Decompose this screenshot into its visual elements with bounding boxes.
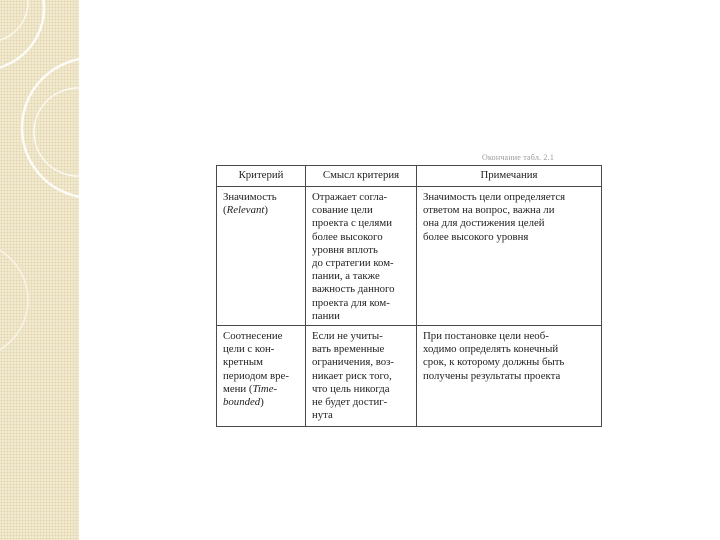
- meaning-line: более высокого: [312, 230, 383, 243]
- meaning-line: никает риск того,: [312, 369, 392, 382]
- criterion-line-english: bounded): [223, 396, 264, 409]
- column-header-criterion: Критерий: [217, 166, 306, 187]
- meaning-line: Отражает согла-: [312, 191, 388, 203]
- meaning-line: вать временные: [312, 343, 385, 356]
- criterion-line-english: мени (Time-: [223, 382, 278, 395]
- criterion-line-english: (Relevant): [223, 204, 268, 217]
- criterion-cell: [217, 326, 306, 427]
- notes-line: она для достижения целей: [423, 217, 545, 230]
- column-header-notes: Примечания: [417, 166, 602, 187]
- criterion-line: Значимость: [223, 191, 277, 203]
- notes-cell: [417, 326, 602, 427]
- table-row-time-bounded: [217, 326, 602, 427]
- meaning-line: нута: [312, 409, 333, 422]
- notes-line: получены результаты проекта: [423, 369, 561, 382]
- criteria-table: [216, 165, 602, 427]
- meaning-line: уровня вплоть: [312, 243, 378, 256]
- criterion-line: периодом вре-: [223, 369, 289, 382]
- notes-line: более высокого уровня: [423, 230, 529, 243]
- meaning-line: ограничения, воз-: [312, 356, 394, 369]
- column-header-meaning: Смысл критерия: [306, 166, 417, 187]
- notes-line: ходимо определять конечный: [423, 343, 559, 356]
- criterion-english-term: Relevant: [226, 204, 265, 217]
- meaning-line: проекта для ком-: [312, 296, 390, 309]
- meaning-cell: [306, 187, 417, 326]
- table-continuation-caption: Окончание табл. 2.1: [482, 153, 555, 160]
- notes-line: ответом на вопрос, важна ли: [423, 204, 555, 217]
- meaning-cell: [306, 326, 417, 427]
- meaning-line: не будет достиг-: [312, 396, 388, 409]
- notes-line: срок, к которому должны быть: [423, 356, 565, 369]
- meaning-line: сование цели: [312, 204, 373, 217]
- criterion-english-term: Time-: [252, 382, 278, 395]
- table-row-relevant: [217, 187, 602, 326]
- decorative-side-band: [0, 0, 79, 540]
- decorative-circles: [0, 0, 79, 540]
- criterion-line: цели с кон-: [223, 343, 275, 356]
- notes-line: Значимость цели определяется: [423, 191, 566, 203]
- table-header-row: [217, 166, 602, 187]
- meaning-line: Если не учиты-: [312, 330, 383, 342]
- meaning-line: пании: [312, 309, 340, 322]
- criterion-cell: [217, 187, 306, 326]
- meaning-line: до стратегии ком-: [312, 257, 394, 270]
- criterion-line: кретным: [223, 356, 264, 369]
- notes-cell: [417, 187, 602, 326]
- scan-header-fragment: [482, 150, 600, 160]
- criterion-line: Соотнесение: [223, 330, 283, 342]
- meaning-line: пании, а также: [312, 270, 380, 283]
- notes-line: При постановке цели необ-: [423, 330, 549, 342]
- meaning-line: важность данного: [312, 283, 395, 296]
- meaning-line: проекта с целями: [312, 217, 392, 230]
- criterion-english-term: bounded: [223, 396, 261, 409]
- meaning-line: что цель никогда: [312, 382, 390, 395]
